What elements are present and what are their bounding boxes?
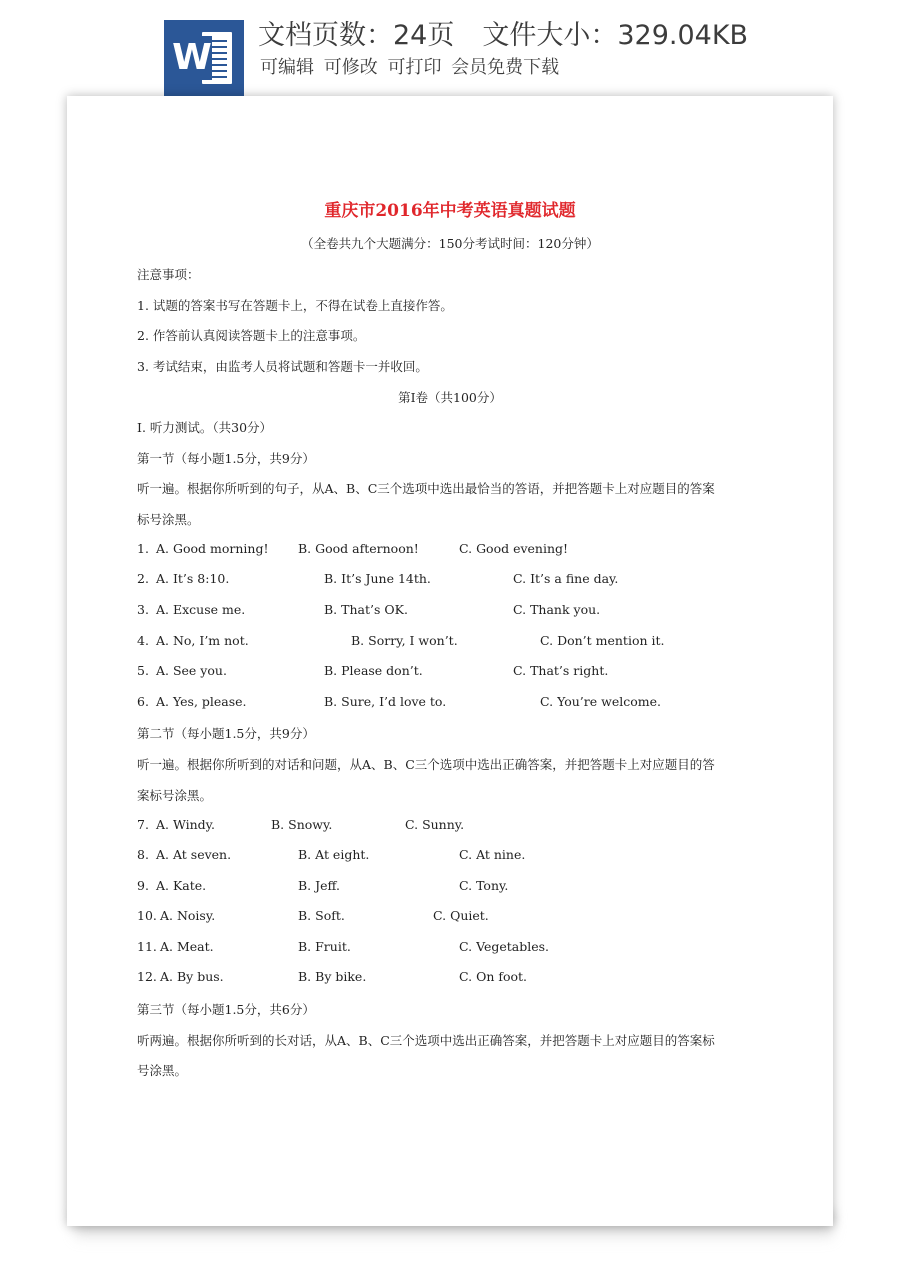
question-number: 9. [137, 878, 149, 893]
option-a: A. It’s 8:10. [156, 571, 230, 586]
option-b: B. Jeff. [298, 878, 340, 893]
question-number: 3. [137, 602, 149, 617]
section-instruction: 听两遍。根据你所听到的长对话，从A、B、C三个选项中选出正确答案，并把答题卡上对应题目的答案标 [137, 1033, 715, 1048]
option-a: A. Good morning! [156, 541, 269, 556]
section-instruction: 标号涂黑。 [137, 512, 200, 527]
option-c: C. Quiet. [433, 908, 489, 923]
section-heading: 第一节（每小题1.5分，共9分） [137, 451, 315, 466]
option-b: B. Snowy. [271, 817, 333, 832]
option-c: C. Sunny. [405, 817, 465, 832]
question-row [137, 817, 777, 837]
question-row [137, 541, 777, 561]
section-instruction: 听一遍。根据你所听到的句子，从A、B、C三个选项中选出最恰当的答语，并把答题卡上对应题目的答案 [137, 481, 715, 496]
option-b: B. Sorry, I won’t. [351, 633, 458, 648]
option-a: A. At seven. [156, 847, 232, 862]
question-row [137, 571, 777, 591]
question-number: 12. [137, 969, 157, 984]
question-row [137, 908, 777, 928]
document-page [67, 96, 833, 1226]
question-number: 6. [137, 694, 149, 709]
option-a: A. Windy. [156, 817, 216, 832]
download-banner [0, 0, 900, 96]
question-number: 5. [137, 663, 149, 678]
word-document-icon [164, 20, 244, 96]
option-b: B. It’s June 14th. [324, 571, 431, 586]
option-c: C. At nine. [459, 847, 526, 862]
question-number: 8. [137, 847, 149, 862]
notice-item: 1. 试题的答案书写在答题卡上，不得在试卷上直接作答。 [137, 298, 453, 313]
question-row [137, 602, 777, 622]
question-row [137, 847, 777, 867]
option-c: C. Vegetables. [459, 939, 550, 954]
feature-list: 可编辑 可修改 可打印 会员免费下载 [260, 57, 560, 78]
option-b: B. Good afternoon! [298, 541, 419, 556]
option-c: C. Good evening! [459, 541, 569, 556]
option-c: C. On foot. [459, 969, 528, 984]
option-b: B. Please don’t. [324, 663, 423, 678]
section-instruction: 号涂黑。 [137, 1063, 188, 1078]
option-a: A. Meat. [160, 939, 214, 954]
section-heading: 第三节（每小题1.5分，共6分） [137, 1002, 315, 1017]
option-a: A. Noisy. [160, 908, 216, 923]
option-c: C. Thank you. [513, 602, 601, 617]
question-number: 1. [137, 541, 149, 556]
question-number: 4. [137, 633, 149, 648]
document-body [67, 96, 833, 1226]
part-heading: I. 听力测试。（共30分） [137, 420, 273, 435]
option-b: B. At eight. [298, 847, 370, 862]
word-icon-letter: W [172, 37, 212, 78]
question-row [137, 878, 777, 898]
question-row [137, 633, 777, 653]
question-row [137, 663, 777, 683]
option-a: A. Kate. [156, 878, 207, 893]
document-title: 重庆市2016年中考英语真题试题 [324, 201, 576, 221]
document-subtitle: （全卷共九个大题满分：150分考试时间：120分钟） [301, 236, 599, 251]
notice-item: 2. 作答前认真阅读答题卡上的注意事项。 [137, 328, 366, 343]
volume-heading: 第I卷（共100分） [398, 390, 502, 405]
page-count: 文档页数：24页 [258, 20, 455, 51]
option-a: A. Yes, please. [156, 694, 247, 709]
option-b: B. Sure, I’d love to. [324, 694, 447, 709]
file-size: 文件大小：329.04KB [482, 20, 749, 51]
option-c: C. You’re welcome. [540, 694, 661, 709]
option-c: C. That’s right. [513, 663, 609, 678]
option-a: A. Excuse me. [156, 602, 246, 617]
question-row [137, 694, 777, 714]
option-b: B. Soft. [298, 908, 345, 923]
option-c: C. It’s a fine day. [513, 571, 619, 586]
option-a: A. No, I’m not. [156, 633, 249, 648]
question-number: 11. [137, 939, 157, 954]
option-c: C. Tony. [459, 878, 509, 893]
notice-item: 3. 考试结束，由监考人员将试题和答题卡一并收回。 [137, 359, 428, 374]
question-number: 7. [137, 817, 149, 832]
section-heading: 第二节（每小题1.5分，共9分） [137, 726, 315, 741]
option-b: B. Fruit. [298, 939, 351, 954]
option-a: A. By bus. [160, 969, 224, 984]
question-row [137, 969, 777, 989]
option-c: C. Don’t mention it. [540, 633, 665, 648]
option-b: B. That’s OK. [324, 602, 408, 617]
notice-heading: 注意事项： [137, 267, 200, 282]
option-b: B. By bike. [298, 969, 367, 984]
question-number: 2. [137, 571, 149, 586]
file-info [258, 16, 858, 56]
question-row [137, 939, 777, 959]
question-number: 10. [137, 908, 157, 923]
section-instruction: 案标号涂黑。 [137, 788, 213, 803]
option-a: A. See you. [156, 663, 227, 678]
section-instruction: 听一遍。根据你所听到的对话和问题，从A、B、C三个选项中选出正确答案，并把答题卡上对应题目的答 [137, 757, 715, 772]
